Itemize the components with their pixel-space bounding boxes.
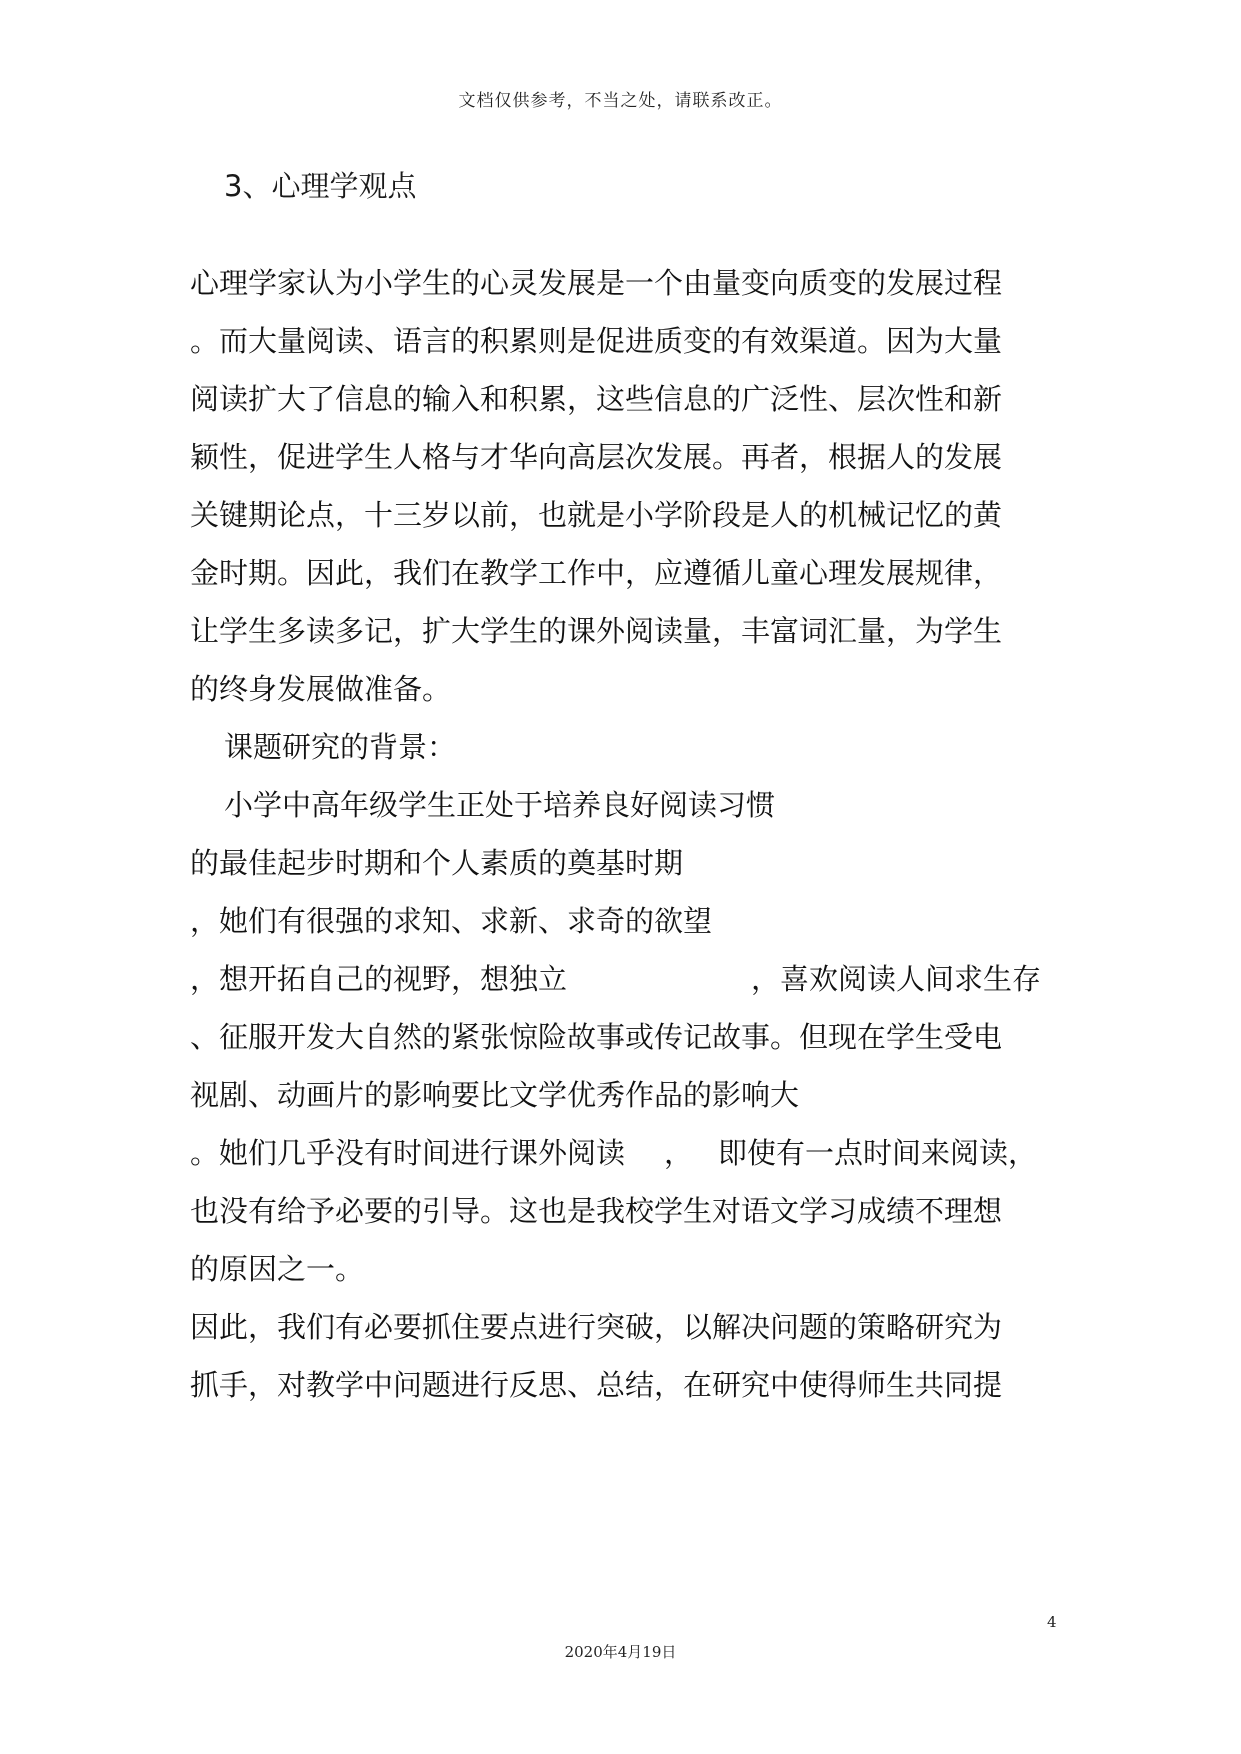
subheading-background: 课题研究的背景：: [224, 730, 457, 764]
header-note: 文档仅供参考，不当之处，请联系改正。: [458, 91, 783, 111]
body-line: 阅读扩大了信息的输入和积累，这些信息的广泛性、层次性和新: [190, 382, 1003, 416]
body-line: 也没有给予必要的引导。这也是我校学生对语文学习成绩不理想: [190, 1194, 1003, 1228]
body-line: ，: [664, 1136, 694, 1170]
footer-date: 2020年4月19日: [564, 1643, 677, 1661]
body-line: 关键期论点，十三岁以前，也就是小学阶段是人的机械记忆的黄: [190, 498, 1003, 532]
section-heading: 3、心理学观点: [224, 169, 417, 203]
body-line: 心理学家认为小学生的心灵发展是一个由量变向质变的发展过程: [190, 266, 1003, 300]
body-line: 让学生多读多记，扩大学生的课外阅读量，丰富词汇量，为学生: [190, 614, 1003, 648]
body-line: 抓手，对教学中问题进行反思、总结，在研究中使得师生共同提: [190, 1368, 1003, 1402]
body-line: ，喜欢阅读人间求生存: [751, 962, 1042, 996]
body-line: 。而大量阅读、语言的积累则是促进质变的有效渠道。因为大量: [190, 324, 1003, 358]
body-line: ，想开拓自己的视野，想独立: [190, 962, 568, 996]
body-line: 颖性，促进学生人格与才华向高层次发展。再者，根据人的发展: [190, 440, 1003, 474]
body-line: 的终身发展做准备。: [190, 672, 452, 706]
body-line: ，她们有很强的求知、求新、求奇的欲望: [190, 904, 713, 938]
body-line: 因此，我们有必要抓住要点进行突破，以解决问题的策略研究为: [190, 1310, 1003, 1344]
body-line: 的原因之一。: [190, 1252, 365, 1286]
page-number: 4: [1047, 1613, 1057, 1631]
body-line: 金时期。因此，我们在教学工作中，应遵循儿童心理发展规律，: [190, 556, 1003, 590]
body-line: 。她们几乎没有时间进行课外阅读: [190, 1136, 626, 1170]
body-line: 、征服开发大自然的紧张惊险故事或传记故事。但现在学生受电: [190, 1020, 1003, 1054]
body-line: 即使有一点时间来阅读，: [718, 1136, 1038, 1170]
body-line: 视剧、动画片的影响要比文学优秀作品的影响大: [190, 1078, 800, 1112]
body-line: 小学中高年级学生正处于培养良好阅读习惯: [224, 788, 776, 822]
body-line: 的最佳起步时期和个人素质的奠基时期: [190, 846, 684, 880]
